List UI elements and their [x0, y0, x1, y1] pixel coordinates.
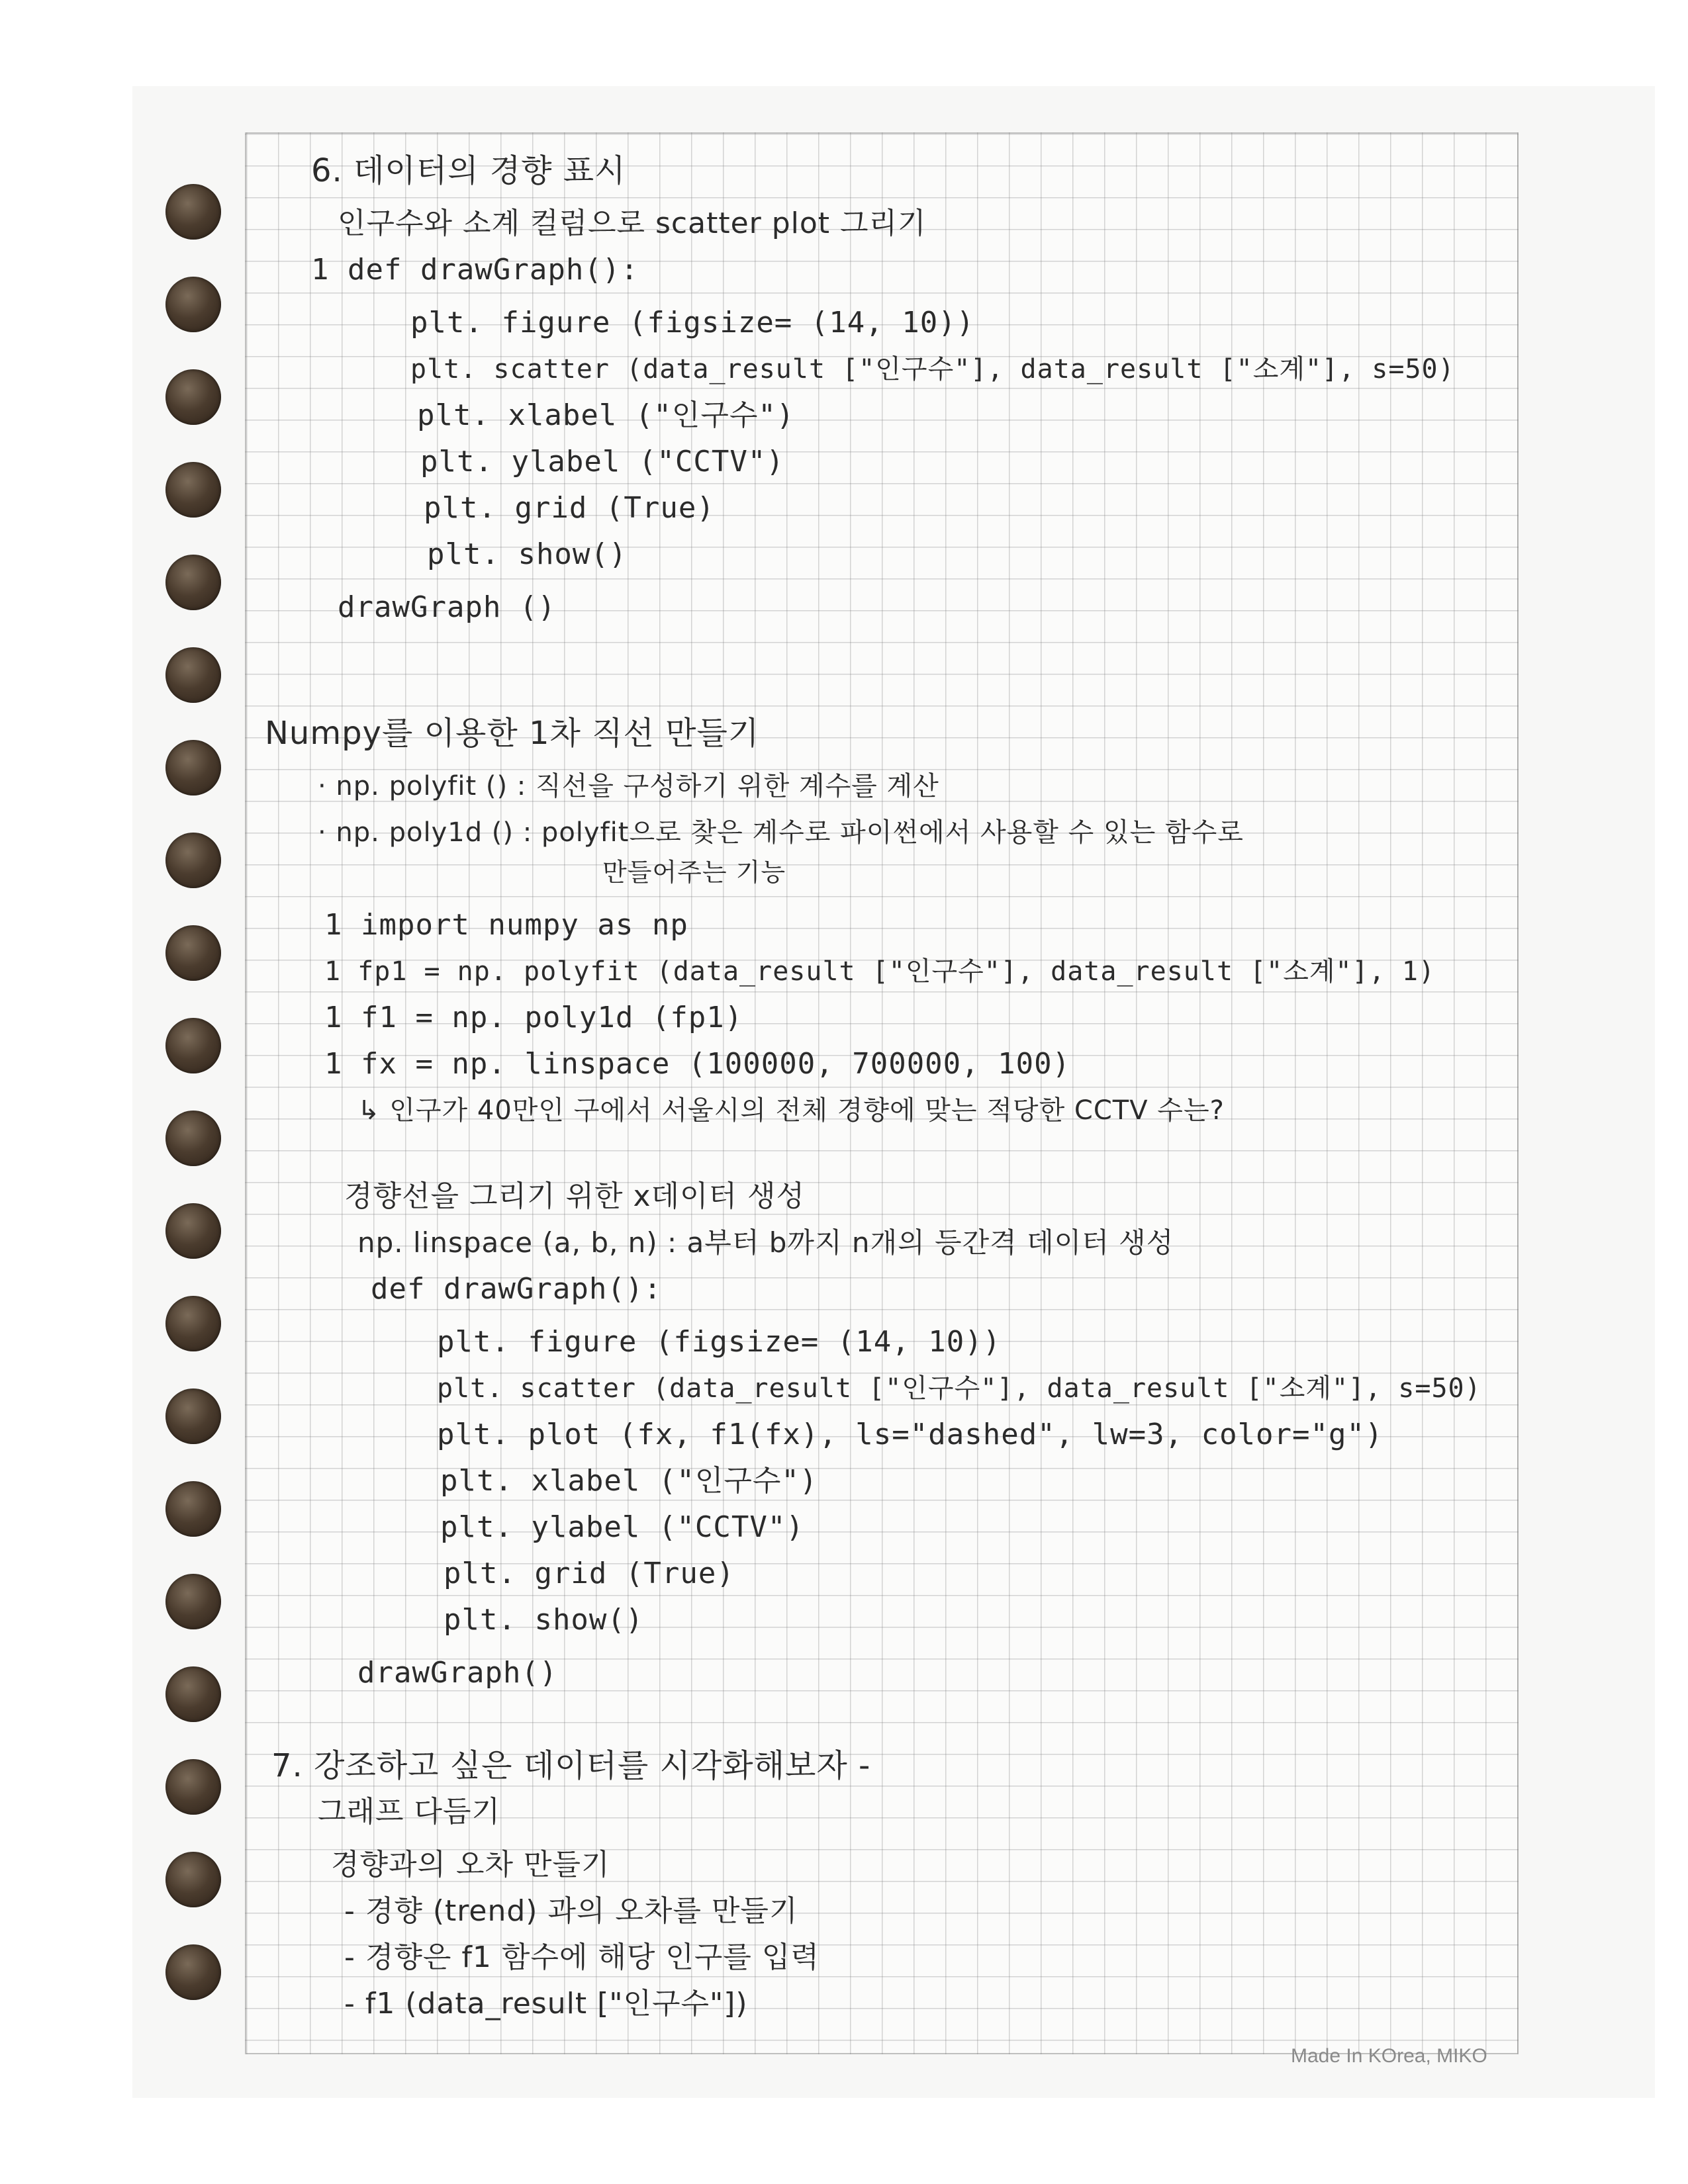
code-line: 1 fp1 = np. polyfit (data_result ["인구수"], data_result ["소계"], 1): [324, 956, 1436, 987]
code-line: 1 import numpy as np: [324, 908, 688, 942]
binder-hole: [165, 369, 221, 425]
code-line: plt. xlabel ("인구수"): [417, 398, 795, 432]
binder-hole: [165, 555, 221, 610]
bullet-line: 만들어주는 기능: [602, 858, 786, 887]
bullet-line: - 경향 (trend) 과의 오차를 만들기: [344, 1894, 798, 1928]
code-line: plt. ylabel ("CCTV"): [440, 1510, 804, 1544]
binder-hole: [165, 1018, 221, 1073]
section-heading: 7. 강조하고 싶은 데이터를 시각화해보자 -: [271, 1747, 871, 1784]
code-line: 1 fx = np. linspace (100000, 700000, 100): [324, 1047, 1071, 1081]
code-line: plt. figure (figsize= (14, 10)): [437, 1325, 1002, 1359]
brand-footer: Made In KOrea, MIKO: [1291, 2045, 1487, 2067]
note-line: ↳ 인구가 40만인 구에서 서울시의 전체 경향에 맞는 적당한 CCTV 수는?: [357, 1095, 1225, 1126]
binder-hole: [165, 462, 221, 518]
binder-hole: [165, 1574, 221, 1629]
note-line: 인구수와 소계 컬럼으로 scatter plot 그리기: [338, 206, 927, 240]
section-heading: 6. 데이터의 경향 표시: [311, 152, 626, 189]
section-heading: Numpy를 이용한 1차 직선 만들기: [265, 715, 760, 752]
binder-hole: [165, 1296, 221, 1351]
note-line: np. linspace (a, b, n) : a부터 b까지 n개의 등간격 데이터 생성: [357, 1226, 1174, 1259]
code-line: plt. ylabel ("CCTV"): [420, 445, 784, 478]
binder-hole: [165, 1759, 221, 1815]
binder-hole: [165, 1388, 221, 1444]
bullet-line: · np. polyfit () : 직선을 구성하기 위한 계수를 계산: [318, 771, 939, 801]
code-line: plt. plot (fx, f1(fx), ls="dashed", lw=3, color="g"): [437, 1418, 1383, 1451]
binder-hole: [165, 1666, 221, 1722]
code-line: plt. scatter (data_result ["인구수"], data_result ["소계"], s=50): [410, 354, 1455, 385]
binder-hole: [165, 1203, 221, 1259]
code-line: plt. grid (True): [444, 1557, 735, 1590]
binder-hole: [165, 925, 221, 981]
code-line: plt. xlabel ("인구수"): [440, 1464, 818, 1498]
handwritten-notes: [245, 132, 1516, 2052]
binder-hole: [165, 1944, 221, 2000]
code-line: plt. figure (figsize= (14, 10)): [410, 306, 975, 340]
code-line: def drawGraph():: [371, 1272, 662, 1306]
code-line: 1 def drawGraph():: [311, 253, 639, 287]
code-line: drawGraph (): [338, 590, 556, 624]
binder-hole: [165, 1852, 221, 1907]
binder-hole: [165, 647, 221, 703]
bullet-line: - f1 (data_result ["인구수"]): [344, 1987, 748, 2021]
bullet-line: · np. poly1d () : polyfit으로 찾은 계수로 파이썬에서 사용할 수 있는 함수로: [318, 817, 1244, 848]
binder-hole: [165, 740, 221, 796]
binder-hole: [165, 277, 221, 332]
code-line: drawGraph(): [357, 1656, 558, 1690]
binder-hole: [165, 1111, 221, 1166]
code-line: plt. scatter (data_result ["인구수"], data_result ["소계"], s=50): [437, 1373, 1481, 1404]
binder-hole: [165, 1481, 221, 1537]
note-line: 그래프 다듬기: [318, 1795, 501, 1829]
binder-hole: [165, 184, 221, 240]
code-line: plt. grid (True): [424, 491, 715, 525]
note-line: 경향과의 오차 만들기: [331, 1848, 610, 1882]
code-line: plt. show(): [444, 1603, 644, 1637]
note-line: 경향선을 그리기 위한 x데이터 생성: [344, 1179, 806, 1213]
code-line: plt. show(): [427, 537, 628, 571]
bullet-line: - 경향은 f1 함수에 해당 인구를 입력: [344, 1940, 820, 1974]
code-line: 1 f1 = np. poly1d (fp1): [324, 1001, 743, 1034]
binder-hole: [165, 833, 221, 888]
